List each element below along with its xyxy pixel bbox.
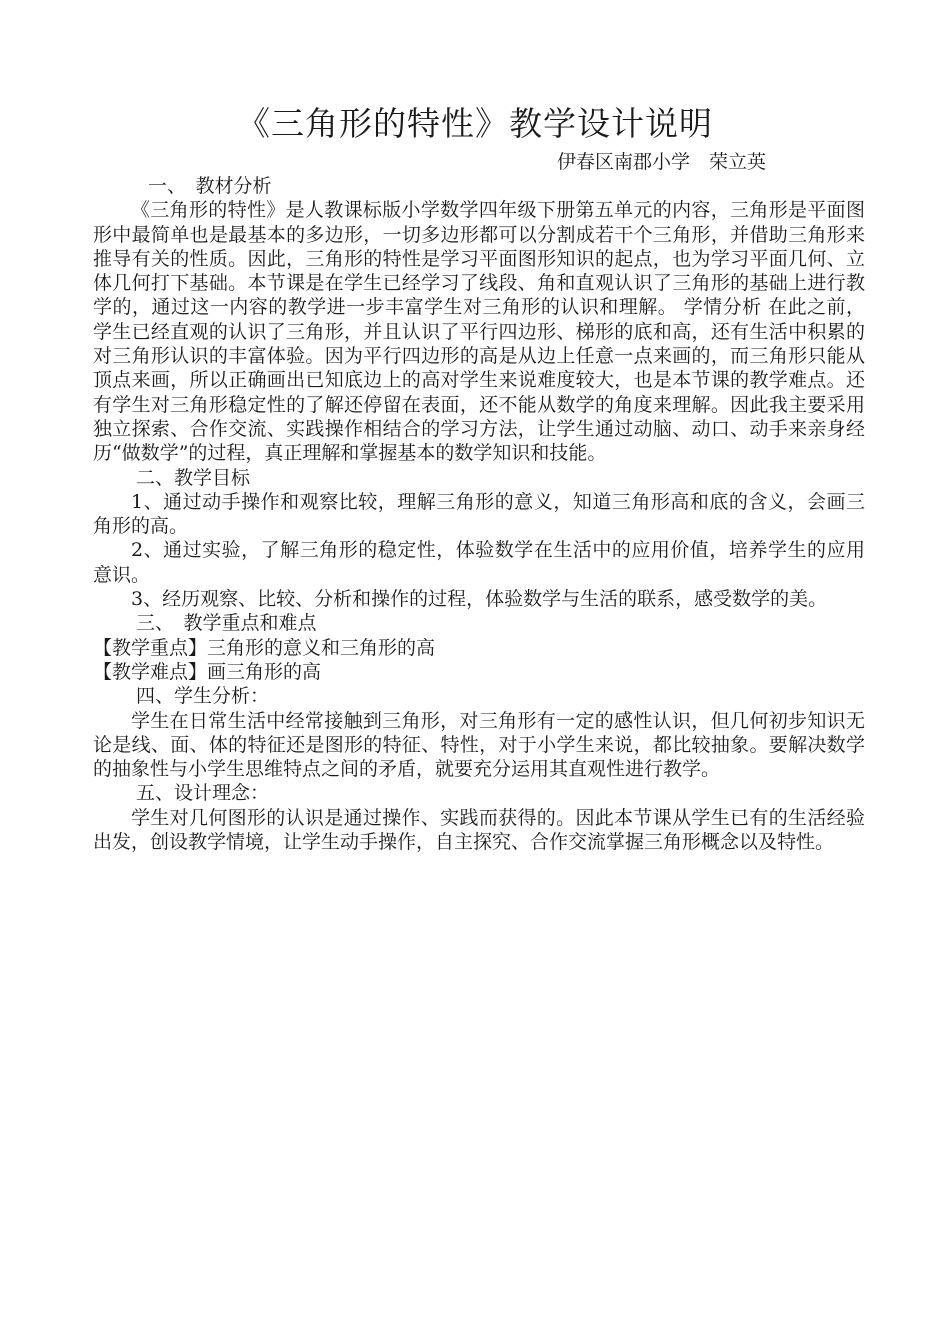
section-heading-design-concept: 五、设计理念： xyxy=(136,782,270,805)
paragraph-design-concept: 学生对几何图形的认识是通过操作、实践而获得的。因此本节课从学生已有的生活经验出发，创设教学情境，让学生动手操作，自主探究、合作交流掌握三角形概念以及特性。 xyxy=(93,806,865,854)
section-heading-teaching-goals: 二、教学目标 xyxy=(136,466,251,489)
document-body xyxy=(93,174,865,854)
section-heading-student-analysis: 四、学生分析： xyxy=(136,685,270,708)
author-line: 伊春区南郡小学 荣立英 xyxy=(557,151,767,173)
key-point-line: 【教学重点】三角形的意义和三角形的高 xyxy=(93,636,436,659)
goal-item-3: 3、经历观察、比较、分析和操作的过程，体验数学与生活的联系，感受数学的美。 xyxy=(131,588,828,611)
paragraph-textbook-analysis: 《三角形的特性》是人教课标版小学数学四年级下册第五单元的内容，三角形是平面图形中最简单也是最基本的多边形，一切多边形都可以分割成若干个三角形，并借助三角形来推导有关的性质。因此，三角形的特性是学习平面图形知识的起点，也为学习平面几何、立体几何打下基础。本节课是在学生已经学习了线段、角和直观认识了三角形的基础上进行教学的，通过这一内容的教学进一步丰富学生对三角形的认识和理解。 学情分析 在此之前，学生已经直观的认识了三角形，并且认识了平行四边形、梯形的底和高，还有生活中积累的对三角形认识的丰富体验。因为平行四边形的高是从边上任意一点来画的，而三角形只能从顶点来画，所以正确画出已知底边上的高对学生来说难度较大，也是本节课的教学难点。还有学生对三角形稳定性的了解还停留在表面，还不能从数学的角度来理解。因此我主要采用独立探索、合作交流、实践操作相结合的学习方法，让学生通过动脑、动口、动手来亲身经历“做数学”的过程，真正理解和掌握基本的数学知识和技能。 xyxy=(93,199,865,465)
paragraph-student-analysis: 学生在日常生活中经常接触到三角形，对三角形有一定的感性认识，但几何初步知识无论是线、面、体的特征还是图形的特征、特性，对于小学生来说，都比较抽象。要解决数学的抽象性与小学生思维特点之间的矛盾，就要充分运用其直观性进行教学。 xyxy=(93,709,865,781)
goal-item-1: 1、通过动手操作和观察比较，理解三角形的意义，知道三角形高和底的含义，会画三角形的高。 xyxy=(93,490,865,538)
section-heading-key-points: 三、 教学重点和难点 xyxy=(136,612,317,635)
document-title: 《三角形的特性》教学设计说明 xyxy=(237,104,713,143)
goal-item-2: 2、通过实验，了解三角形的稳定性，体验数学在生活中的应用价值，培养学生的应用意识。 xyxy=(93,539,865,586)
section-heading-textbook-analysis: 一、 教材分析 xyxy=(148,175,272,197)
difficulty-line: 【教学难点】画三角形的高 xyxy=(93,660,322,683)
